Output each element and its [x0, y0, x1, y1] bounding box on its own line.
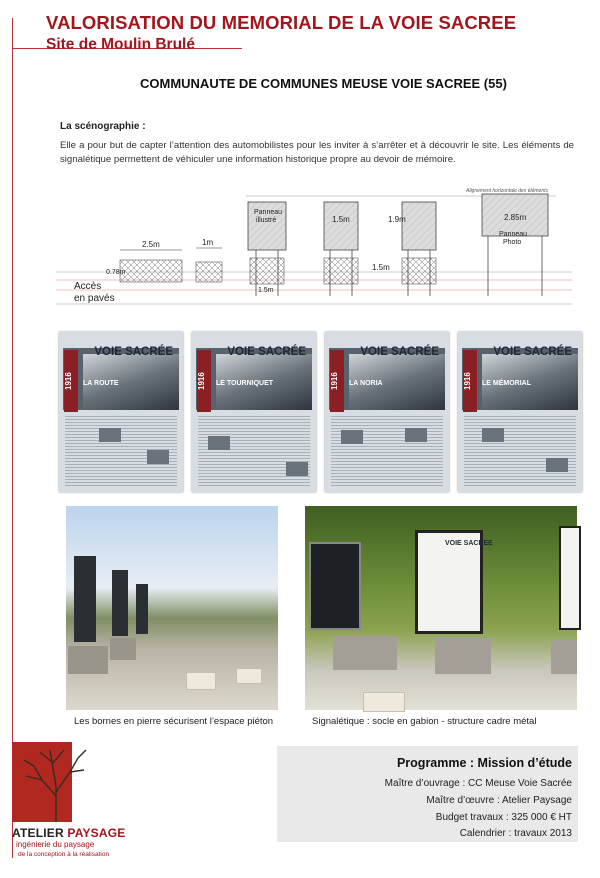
panel-year: 1916 [330, 350, 344, 412]
alignment-note: Alignement horizontale des éléments [466, 188, 548, 194]
section-heading: La scénographie : [60, 121, 146, 132]
stone-bench-large [120, 260, 182, 282]
dim-1-5b: 1.5m [332, 215, 350, 224]
caption-left: Les bornes en pierre sécurisent l’espace piéton [74, 716, 274, 727]
panel-le-tourniquet [192, 332, 316, 492]
panel-illustre-label-2: illustré [256, 217, 277, 224]
panel-photo-label-1: Panneau [499, 231, 528, 238]
programme-line: Maître d’œuvre : Atelier Paysage [426, 795, 572, 806]
panel-label: LE TOURNIQUET [216, 380, 274, 387]
panel-drawing-3 [402, 202, 436, 250]
programme-line: Budget travaux : 325 000 € HT [435, 812, 572, 823]
dim-1: 1m [202, 238, 214, 247]
panel-le-memorial [458, 332, 582, 492]
panel-la-route [59, 332, 183, 492]
panel-drawing-2 [324, 202, 358, 250]
access-label-2: en pavés [74, 293, 115, 304]
left-border-line [12, 18, 13, 858]
panel-label: LE MÉMORIAL [482, 380, 531, 387]
programme-line: Calendrier : travaux 2013 [459, 828, 572, 839]
dim-2-5: 2.5m [142, 240, 160, 249]
logo-word-2: PAYSAGE [67, 826, 126, 840]
panel-illustre-label-1: Panneau [254, 209, 283, 216]
section-paragraph: Elle a pour but de capter l’attention des automobilistes pour les inviter à s’arrêter et à découvrir le site. Les éléments de signalétique permettent de véhiculer une information historique propre au devoir de mémoire. [60, 140, 574, 165]
stone-block-small [196, 262, 222, 282]
caption-right: Signalétique : socle en gabion - structure cadre métal [312, 716, 537, 727]
panel-label: LA NORIA [349, 380, 383, 387]
programme-heading: Programme : Mission d’étude [396, 756, 572, 770]
logo-word-1: ATELIER [12, 826, 64, 840]
client-title: COMMUNAUTE DE COMMUNES MEUSE VOIE SACREE (55) [140, 76, 507, 91]
panel-photo-label-2: Photo [503, 239, 522, 246]
photo-sign-title: VOIE SACREE [445, 540, 493, 547]
atelier-paysage-logo-icon [12, 742, 90, 826]
panel-header: VOIE SACRÉE [94, 346, 173, 358]
photo-gabion-signage [305, 506, 577, 710]
access-label-1: Accès [74, 281, 102, 292]
programme-line: Maître d’ouvrage : CC Meuse Voie Sacrée [384, 778, 572, 789]
panel-header: VOIE SACRÉE [227, 346, 306, 358]
elevation-drawing [56, 184, 572, 312]
logo-tagline-2: de la conception à la réalisation [18, 851, 110, 858]
dim-0-78: 0.78m [106, 269, 126, 276]
panel-header: VOIE SACRÉE [360, 346, 439, 358]
dim-1-9: 1.9m [388, 215, 406, 224]
photo-stone-bollards [66, 506, 278, 710]
dim-1-5c: 1.5m [372, 263, 390, 272]
panel-year: 1916 [463, 350, 477, 412]
page-subtitle: Site de Moulin Brulé [46, 36, 195, 53]
logo-wordmark [12, 826, 125, 840]
panel-label: LA ROUTE [83, 380, 119, 387]
programme-box [277, 746, 578, 842]
page-title: VALORISATION DU MEMORIAL DE LA VOIE SACREE [46, 12, 517, 33]
dim-2-85: 2.85m [504, 213, 527, 222]
panel-header: VOIE SACRÉE [493, 346, 572, 358]
logo-tagline: ingénierie du paysage [16, 840, 95, 849]
panel-year: 1916 [64, 350, 78, 412]
panel-la-noria [325, 332, 449, 492]
panel-year: 1916 [197, 350, 211, 412]
dim-1-5a: 1.5m [258, 287, 274, 294]
